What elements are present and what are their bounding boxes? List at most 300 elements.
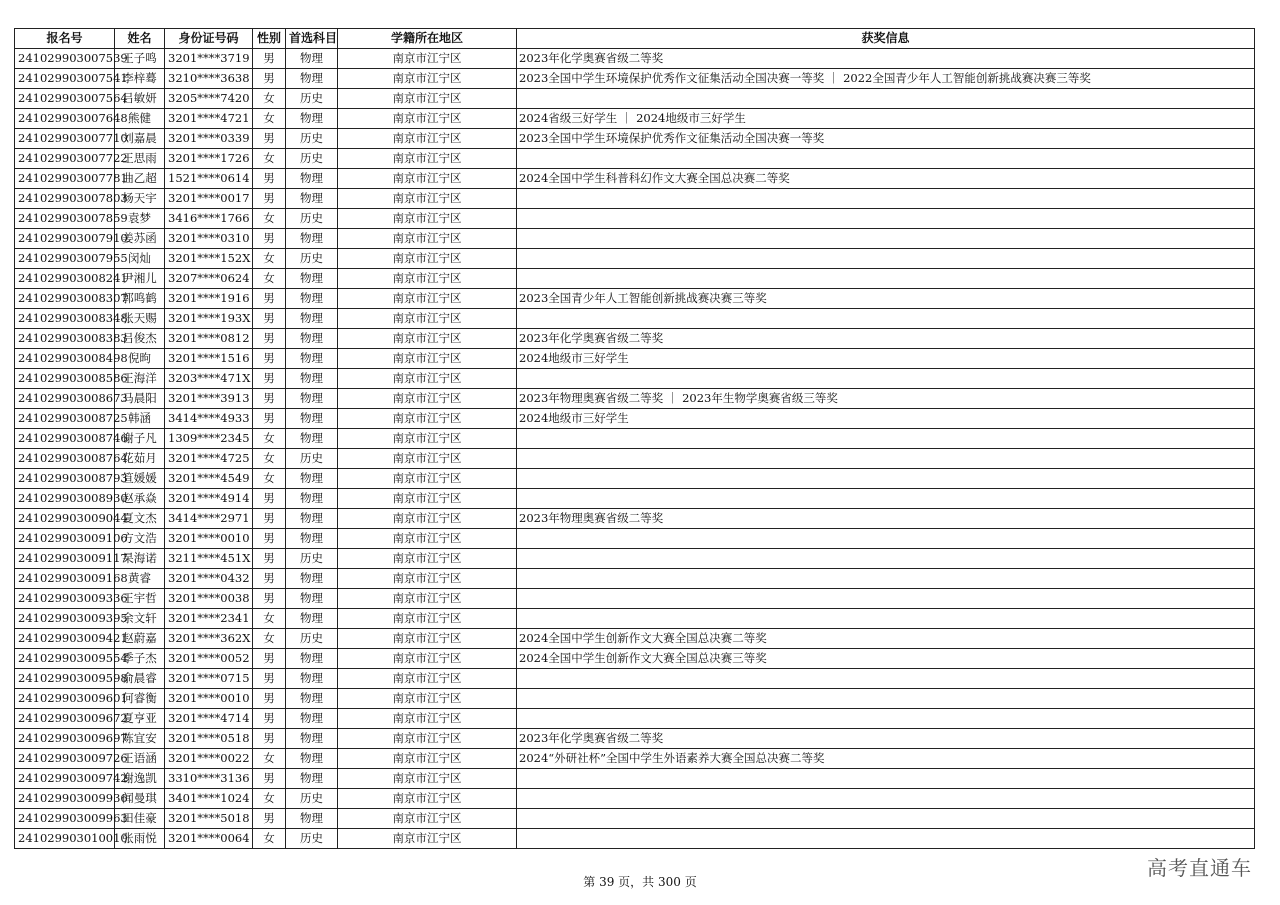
cell-subject: 物理 xyxy=(286,49,338,69)
table-row xyxy=(15,309,1255,329)
cell-registration-no: 241029903009336 xyxy=(15,589,115,609)
cell-name: 季子杰 xyxy=(115,649,165,669)
cell-subject: 物理 xyxy=(286,69,338,89)
cell-gender: 男 xyxy=(253,409,286,429)
cell-awards xyxy=(517,429,1255,449)
cell-name: 笪媛媛 xyxy=(115,469,165,489)
table-row xyxy=(15,289,1255,309)
cell-id-number: 3201****4725 xyxy=(165,449,253,469)
table-row xyxy=(15,609,1255,629)
table-row xyxy=(15,249,1255,269)
cell-awards xyxy=(517,449,1255,469)
cell-subject: 物理 xyxy=(286,689,338,709)
cell-awards xyxy=(517,469,1255,489)
cell-region: 南京市江宁区 xyxy=(338,389,517,409)
cell-id-number: 3201****4549 xyxy=(165,469,253,489)
cell-name: 夏亨亚 xyxy=(115,709,165,729)
cell-name: 郭鸣鹤 xyxy=(115,289,165,309)
cell-id-number: 3201****1726 xyxy=(165,149,253,169)
cell-region: 南京市江宁区 xyxy=(338,429,517,449)
cell-subject: 物理 xyxy=(286,589,338,609)
cell-id-number: 3201****4914 xyxy=(165,489,253,509)
cell-subject: 历史 xyxy=(286,829,338,849)
cell-id-number: 3201****0017 xyxy=(165,189,253,209)
cell-name: 杨天宇 xyxy=(115,189,165,209)
cell-gender: 男 xyxy=(253,69,286,89)
cell-gender: 男 xyxy=(253,549,286,569)
cell-name: 张雨悦 xyxy=(115,829,165,849)
cell-awards xyxy=(517,809,1255,829)
cell-subject: 物理 xyxy=(286,189,338,209)
cell-gender: 男 xyxy=(253,729,286,749)
cell-id-number: 3201****0310 xyxy=(165,229,253,249)
cell-awards xyxy=(517,249,1255,269)
cell-gender: 男 xyxy=(253,169,286,189)
cell-subject: 物理 xyxy=(286,269,338,289)
cell-awards xyxy=(517,689,1255,709)
cell-subject: 物理 xyxy=(286,389,338,409)
cell-awards xyxy=(517,269,1255,289)
cell-region: 南京市江宁区 xyxy=(338,109,517,129)
cell-id-number: 3201****0812 xyxy=(165,329,253,349)
cell-subject: 物理 xyxy=(286,649,338,669)
cell-gender: 男 xyxy=(253,709,286,729)
cell-id-number: 1521****0614 xyxy=(165,169,253,189)
cell-awards: 2023年化学奥赛省级二等奖 xyxy=(517,49,1255,69)
watermark: 高考直通车 xyxy=(1147,856,1252,880)
cell-id-number: 3211****451X xyxy=(165,549,253,569)
cell-awards xyxy=(517,589,1255,609)
cell-gender: 男 xyxy=(253,309,286,329)
cell-id-number: 3414****4933 xyxy=(165,409,253,429)
cell-awards: 2023全国中学生环境保护优秀作文征集活动全国决赛一等奖 ｜ 2022全国青少年人工智能创新挑战赛决赛三等奖 xyxy=(517,69,1255,89)
cell-registration-no: 241029903007710 xyxy=(15,129,115,149)
cell-name: 王海洋 xyxy=(115,369,165,389)
header-subject: 首选科目 xyxy=(286,29,338,49)
cell-name: 倪昫 xyxy=(115,349,165,369)
cell-registration-no: 241029903009601 xyxy=(15,689,115,709)
cell-name: 马晨阳 xyxy=(115,389,165,409)
cell-region: 南京市江宁区 xyxy=(338,769,517,789)
cell-subject: 历史 xyxy=(286,249,338,269)
cell-name: 闻曼琪 xyxy=(115,789,165,809)
cell-registration-no: 241029903009936 xyxy=(15,789,115,809)
table-row xyxy=(15,349,1255,369)
cell-gender: 女 xyxy=(253,109,286,129)
cell-region: 南京市江宁区 xyxy=(338,609,517,629)
cell-awards: 2024地级市三好学生 xyxy=(517,409,1255,429)
cell-id-number: 3201****5018 xyxy=(165,809,253,829)
cell-name: 赵蔚嘉 xyxy=(115,629,165,649)
header-id-number: 身份证号码 xyxy=(165,29,253,49)
cell-subject: 物理 xyxy=(286,229,338,249)
page-footer: 第 39 页，共 300 页 xyxy=(583,875,697,889)
cell-registration-no: 241029903009726 xyxy=(15,749,115,769)
cell-registration-no: 241029903009117 xyxy=(15,549,115,569)
table-row xyxy=(15,189,1255,209)
cell-registration-no: 241029903008307 xyxy=(15,289,115,309)
table-row xyxy=(15,169,1255,189)
cell-id-number: 3201****0038 xyxy=(165,589,253,609)
cell-region: 南京市江宁区 xyxy=(338,649,517,669)
cell-region: 南京市江宁区 xyxy=(338,369,517,389)
cell-registration-no: 241029903008793 xyxy=(15,469,115,489)
table-row xyxy=(15,369,1255,389)
cell-name: 方文浩 xyxy=(115,529,165,549)
cell-gender: 女 xyxy=(253,89,286,109)
header-gender: 性别 xyxy=(253,29,286,49)
cell-subject: 历史 xyxy=(286,449,338,469)
cell-region: 南京市江宁区 xyxy=(338,229,517,249)
cell-region: 南京市江宁区 xyxy=(338,669,517,689)
cell-registration-no: 241029903009697 xyxy=(15,729,115,749)
cell-registration-no: 241029903008746 xyxy=(15,429,115,449)
cell-gender: 男 xyxy=(253,189,286,209)
cell-subject: 物理 xyxy=(286,709,338,729)
cell-id-number: 3414****2971 xyxy=(165,509,253,529)
cell-subject: 历史 xyxy=(286,209,338,229)
cell-region: 南京市江宁区 xyxy=(338,189,517,209)
cell-awards: 2023年物理奥赛省级二等奖 xyxy=(517,509,1255,529)
cell-id-number: 3201****0010 xyxy=(165,689,253,709)
cell-id-number: 3205****7420 xyxy=(165,89,253,109)
cell-registration-no: 241029903008673 xyxy=(15,389,115,409)
cell-name: 谢子凡 xyxy=(115,429,165,449)
cell-subject: 物理 xyxy=(286,329,338,349)
header-name: 姓名 xyxy=(115,29,165,49)
cell-subject: 历史 xyxy=(286,149,338,169)
cell-awards xyxy=(517,89,1255,109)
cell-registration-no: 241029903009672 xyxy=(15,709,115,729)
table-body xyxy=(15,49,1255,849)
cell-name: 姜苏函 xyxy=(115,229,165,249)
cell-registration-no: 241029903008764 xyxy=(15,449,115,469)
table-row xyxy=(15,489,1255,509)
cell-gender: 男 xyxy=(253,129,286,149)
cell-registration-no: 241029903009106 xyxy=(15,529,115,549)
cell-gender: 女 xyxy=(253,749,286,769)
cell-name: 陈宜安 xyxy=(115,729,165,749)
cell-gender: 男 xyxy=(253,589,286,609)
cell-gender: 男 xyxy=(253,809,286,829)
cell-subject: 物理 xyxy=(286,409,338,429)
cell-region: 南京市江宁区 xyxy=(338,209,517,229)
table-row xyxy=(15,669,1255,689)
cell-name: 尹湘儿 xyxy=(115,269,165,289)
cell-gender: 女 xyxy=(253,269,286,289)
cell-awards xyxy=(517,769,1255,789)
cell-name: 田佳豪 xyxy=(115,809,165,829)
cell-name: 何睿衡 xyxy=(115,689,165,709)
cell-id-number: 3201****3719 xyxy=(165,49,253,69)
cell-gender: 女 xyxy=(253,209,286,229)
cell-awards xyxy=(517,829,1255,849)
table-row xyxy=(15,469,1255,489)
cell-registration-no: 241029903007564 xyxy=(15,89,115,109)
cell-id-number: 3201****4721 xyxy=(165,109,253,129)
cell-awards xyxy=(517,489,1255,509)
cell-id-number: 3210****3638 xyxy=(165,69,253,89)
cell-subject: 物理 xyxy=(286,729,338,749)
cell-registration-no: 241029903007859 xyxy=(15,209,115,229)
cell-gender: 女 xyxy=(253,629,286,649)
cell-gender: 男 xyxy=(253,489,286,509)
cell-name: 韩涵 xyxy=(115,409,165,429)
cell-registration-no: 241029903009963 xyxy=(15,809,115,829)
table-row xyxy=(15,209,1255,229)
cell-gender: 男 xyxy=(253,229,286,249)
cell-region: 南京市江宁区 xyxy=(338,89,517,109)
cell-id-number: 3310****3136 xyxy=(165,769,253,789)
cell-registration-no: 241029903007541 xyxy=(15,69,115,89)
cell-gender: 男 xyxy=(253,569,286,589)
cell-registration-no: 241029903007722 xyxy=(15,149,115,169)
table-row xyxy=(15,149,1255,169)
cell-name: 杲海诺 xyxy=(115,549,165,569)
cell-region: 南京市江宁区 xyxy=(338,49,517,69)
cell-id-number: 3201****0064 xyxy=(165,829,253,849)
cell-awards xyxy=(517,529,1255,549)
cell-id-number: 3201****3913 xyxy=(165,389,253,409)
cell-region: 南京市江宁区 xyxy=(338,289,517,309)
table-row xyxy=(15,329,1255,349)
cell-awards xyxy=(517,669,1255,689)
table-row xyxy=(15,409,1255,429)
cell-subject: 物理 xyxy=(286,809,338,829)
cell-id-number: 3401****1024 xyxy=(165,789,253,809)
cell-region: 南京市江宁区 xyxy=(338,809,517,829)
table-row xyxy=(15,809,1255,829)
cell-awards: 2024全国中学生创新作文大赛全国总决赛三等奖 xyxy=(517,649,1255,669)
table-row xyxy=(15,749,1255,769)
cell-name: 余文轩 xyxy=(115,609,165,629)
cell-registration-no: 241029903007955 xyxy=(15,249,115,269)
cell-subject: 物理 xyxy=(286,489,338,509)
cell-subject: 物理 xyxy=(286,309,338,329)
cell-region: 南京市江宁区 xyxy=(338,309,517,329)
cell-region: 南京市江宁区 xyxy=(338,349,517,369)
cell-subject: 物理 xyxy=(286,169,338,189)
cell-awards: 2024省级三好学生 ｜ 2024地级市三好学生 xyxy=(517,109,1255,129)
table-row xyxy=(15,589,1255,609)
cell-awards: 2023年化学奥赛省级二等奖 xyxy=(517,729,1255,749)
cell-gender: 男 xyxy=(253,349,286,369)
table-row xyxy=(15,109,1255,129)
table-row xyxy=(15,709,1255,729)
cell-name: 熊健 xyxy=(115,109,165,129)
table-row xyxy=(15,629,1255,649)
table-row xyxy=(15,729,1255,749)
cell-name: 花茹月 xyxy=(115,449,165,469)
cell-gender: 男 xyxy=(253,769,286,789)
cell-awards: 2023年化学奥赛省级二等奖 xyxy=(517,329,1255,349)
cell-gender: 男 xyxy=(253,329,286,349)
cell-name: 谢逸凯 xyxy=(115,769,165,789)
cell-id-number: 3201****1916 xyxy=(165,289,253,309)
table-row xyxy=(15,449,1255,469)
cell-subject: 物理 xyxy=(286,109,338,129)
header-registration-no: 报名号 xyxy=(15,29,115,49)
cell-id-number: 1309****2345 xyxy=(165,429,253,449)
cell-region: 南京市江宁区 xyxy=(338,549,517,569)
cell-subject: 物理 xyxy=(286,509,338,529)
cell-awards: 2024“外研社杯”全国中学生外语素养大赛全国总决赛二等奖 xyxy=(517,749,1255,769)
cell-registration-no: 241029903009421 xyxy=(15,629,115,649)
cell-registration-no: 241029903008383 xyxy=(15,329,115,349)
cell-gender: 男 xyxy=(253,529,286,549)
cell-subject: 物理 xyxy=(286,429,338,449)
cell-region: 南京市江宁区 xyxy=(338,269,517,289)
cell-awards: 2024全国中学生科普科幻作文大赛全国总决赛二等奖 xyxy=(517,169,1255,189)
cell-awards xyxy=(517,549,1255,569)
table-row xyxy=(15,529,1255,549)
cell-id-number: 3201****0432 xyxy=(165,569,253,589)
cell-subject: 物理 xyxy=(286,529,338,549)
cell-region: 南京市江宁区 xyxy=(338,409,517,429)
table-row xyxy=(15,429,1255,449)
cell-gender: 男 xyxy=(253,509,286,529)
table-row xyxy=(15,789,1255,809)
cell-name: 黄睿 xyxy=(115,569,165,589)
award-table xyxy=(14,28,1255,849)
cell-subject: 物理 xyxy=(286,469,338,489)
cell-id-number: 3416****1766 xyxy=(165,209,253,229)
table-row xyxy=(15,769,1255,789)
cell-subject: 历史 xyxy=(286,89,338,109)
cell-awards xyxy=(517,209,1255,229)
cell-name: 王语涵 xyxy=(115,749,165,769)
cell-awards: 2024全国中学生创新作文大赛全国总决赛二等奖 xyxy=(517,629,1255,649)
cell-region: 南京市江宁区 xyxy=(338,469,517,489)
cell-id-number: 3201****2341 xyxy=(165,609,253,629)
cell-subject: 物理 xyxy=(286,609,338,629)
cell-name: 李梓蓦 xyxy=(115,69,165,89)
cell-gender: 男 xyxy=(253,389,286,409)
cell-registration-no: 241029903008498 xyxy=(15,349,115,369)
cell-gender: 男 xyxy=(253,669,286,689)
cell-name: 吕敏妍 xyxy=(115,89,165,109)
table-row xyxy=(15,49,1255,69)
cell-name: 赵承焱 xyxy=(115,489,165,509)
cell-region: 南京市江宁区 xyxy=(338,249,517,269)
cell-gender: 女 xyxy=(253,429,286,449)
cell-name: 王思雨 xyxy=(115,149,165,169)
table-row xyxy=(15,569,1255,589)
cell-region: 南京市江宁区 xyxy=(338,509,517,529)
cell-subject: 历史 xyxy=(286,789,338,809)
cell-region: 南京市江宁区 xyxy=(338,569,517,589)
cell-registration-no: 241029903009554 xyxy=(15,649,115,669)
cell-registration-no: 241029903009598 xyxy=(15,669,115,689)
cell-gender: 男 xyxy=(253,689,286,709)
cell-registration-no: 241029903009044 xyxy=(15,509,115,529)
cell-awards: 2023全国青少年人工智能创新挑战赛决赛三等奖 xyxy=(517,289,1255,309)
table-row xyxy=(15,129,1255,149)
cell-id-number: 3201****0052 xyxy=(165,649,253,669)
cell-id-number: 3207****0624 xyxy=(165,269,253,289)
cell-region: 南京市江宁区 xyxy=(338,729,517,749)
cell-name: 张天赐 xyxy=(115,309,165,329)
table-row xyxy=(15,689,1255,709)
cell-gender: 女 xyxy=(253,249,286,269)
cell-region: 南京市江宁区 xyxy=(338,829,517,849)
cell-awards xyxy=(517,569,1255,589)
cell-registration-no: 241029903009168 xyxy=(15,569,115,589)
cell-name: 闵灿 xyxy=(115,249,165,269)
cell-id-number: 3201****193X xyxy=(165,309,253,329)
cell-registration-no: 241029903007781 xyxy=(15,169,115,189)
cell-awards xyxy=(517,369,1255,389)
cell-subject: 物理 xyxy=(286,749,338,769)
table-row xyxy=(15,829,1255,849)
cell-id-number: 3201****0518 xyxy=(165,729,253,749)
cell-gender: 男 xyxy=(253,369,286,389)
cell-region: 南京市江宁区 xyxy=(338,629,517,649)
cell-subject: 物理 xyxy=(286,289,338,309)
cell-id-number: 3201****0339 xyxy=(165,129,253,149)
cell-subject: 物理 xyxy=(286,569,338,589)
cell-awards: 2023全国中学生环境保护优秀作文征集活动全国决赛一等奖 xyxy=(517,129,1255,149)
cell-registration-no: 241029903007539 xyxy=(15,49,115,69)
cell-region: 南京市江宁区 xyxy=(338,169,517,189)
table-row xyxy=(15,69,1255,89)
cell-registration-no: 241029903007803 xyxy=(15,189,115,209)
cell-awards xyxy=(517,149,1255,169)
cell-region: 南京市江宁区 xyxy=(338,709,517,729)
cell-awards xyxy=(517,229,1255,249)
table-row xyxy=(15,649,1255,669)
cell-region: 南京市江宁区 xyxy=(338,489,517,509)
cell-name: 王子鸣 xyxy=(115,49,165,69)
cell-awards: 2024地级市三好学生 xyxy=(517,349,1255,369)
cell-id-number: 3201****362X xyxy=(165,629,253,649)
header-awards: 获奖信息 xyxy=(517,29,1255,49)
cell-name: 王宇哲 xyxy=(115,589,165,609)
cell-id-number: 3201****0715 xyxy=(165,669,253,689)
cell-registration-no: 241029903009395 xyxy=(15,609,115,629)
table-row xyxy=(15,89,1255,109)
cell-id-number: 3201****152X xyxy=(165,249,253,269)
cell-name: 夏文杰 xyxy=(115,509,165,529)
cell-gender: 女 xyxy=(253,609,286,629)
header-row xyxy=(15,29,1255,49)
cell-registration-no: 241029903008725 xyxy=(15,409,115,429)
cell-gender: 女 xyxy=(253,449,286,469)
cell-registration-no: 241029903008241 xyxy=(15,269,115,289)
cell-id-number: 3201****0022 xyxy=(165,749,253,769)
cell-region: 南京市江宁区 xyxy=(338,69,517,89)
cell-awards xyxy=(517,789,1255,809)
cell-region: 南京市江宁区 xyxy=(338,149,517,169)
cell-id-number: 3201****4714 xyxy=(165,709,253,729)
cell-region: 南京市江宁区 xyxy=(338,789,517,809)
cell-subject: 历史 xyxy=(286,629,338,649)
cell-name: 曲乙超 xyxy=(115,169,165,189)
cell-region: 南京市江宁区 xyxy=(338,589,517,609)
cell-subject: 历史 xyxy=(286,549,338,569)
cell-awards xyxy=(517,189,1255,209)
cell-awards xyxy=(517,609,1255,629)
cell-registration-no: 241029903007910 xyxy=(15,229,115,249)
cell-region: 南京市江宁区 xyxy=(338,529,517,549)
table-row xyxy=(15,389,1255,409)
header-region: 学籍所在地区 xyxy=(338,29,517,49)
cell-gender: 男 xyxy=(253,49,286,69)
cell-awards: 2023年物理奥赛省级二等奖 ｜ 2023年生物学奥赛省级三等奖 xyxy=(517,389,1255,409)
table-row xyxy=(15,269,1255,289)
cell-gender: 女 xyxy=(253,789,286,809)
cell-awards xyxy=(517,309,1255,329)
